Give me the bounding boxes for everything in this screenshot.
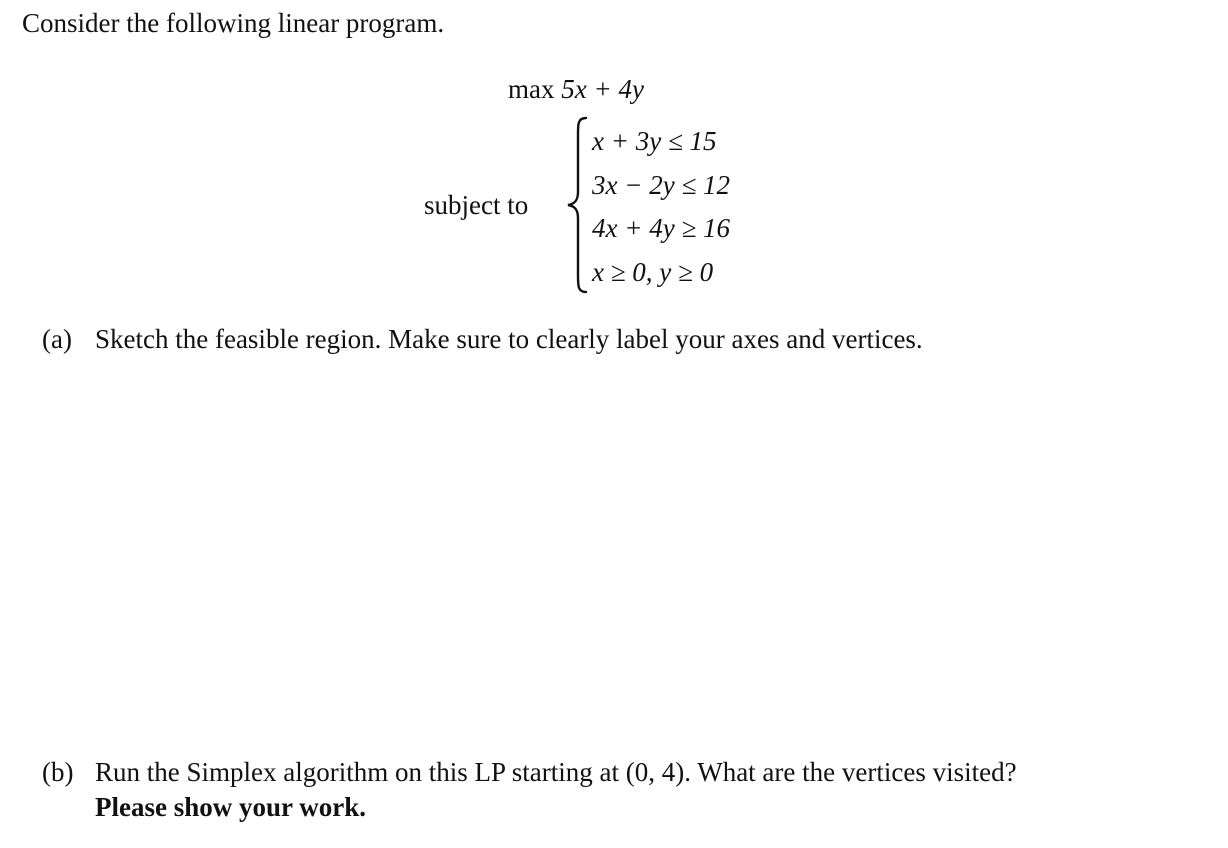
part-a-text: Sketch the feasible region. Make sure to clearly label your axes and vertices. xyxy=(95,324,923,354)
intro-text: Consider the following linear program. xyxy=(22,8,445,38)
part-b-label: (b) xyxy=(42,757,74,787)
constraint-brace xyxy=(566,116,590,294)
subject-to-label: subject to xyxy=(424,190,529,220)
objective-expression: 5x + 4y xyxy=(561,74,644,104)
constraint-1: x + 3y ≤ 15 xyxy=(592,126,717,156)
part-a-question xyxy=(42,322,923,356)
part-b-question xyxy=(42,755,1017,789)
objective-function xyxy=(508,72,644,106)
part-a-label: (a) xyxy=(42,324,72,354)
constraint-4: x ≥ 0, y ≥ 0 xyxy=(592,257,714,287)
part-b-bold-instruction: Please show your work. xyxy=(95,792,367,822)
constraint-3: 4x + 4y ≥ 16 xyxy=(592,213,731,243)
constraint-2: 3x − 2y ≤ 12 xyxy=(592,170,731,200)
objective-prefix: max xyxy=(508,74,555,104)
part-b-text: Run the Simplex algorithm on this LP starting at (0, 4). What are the vertices visited? xyxy=(95,757,1017,787)
